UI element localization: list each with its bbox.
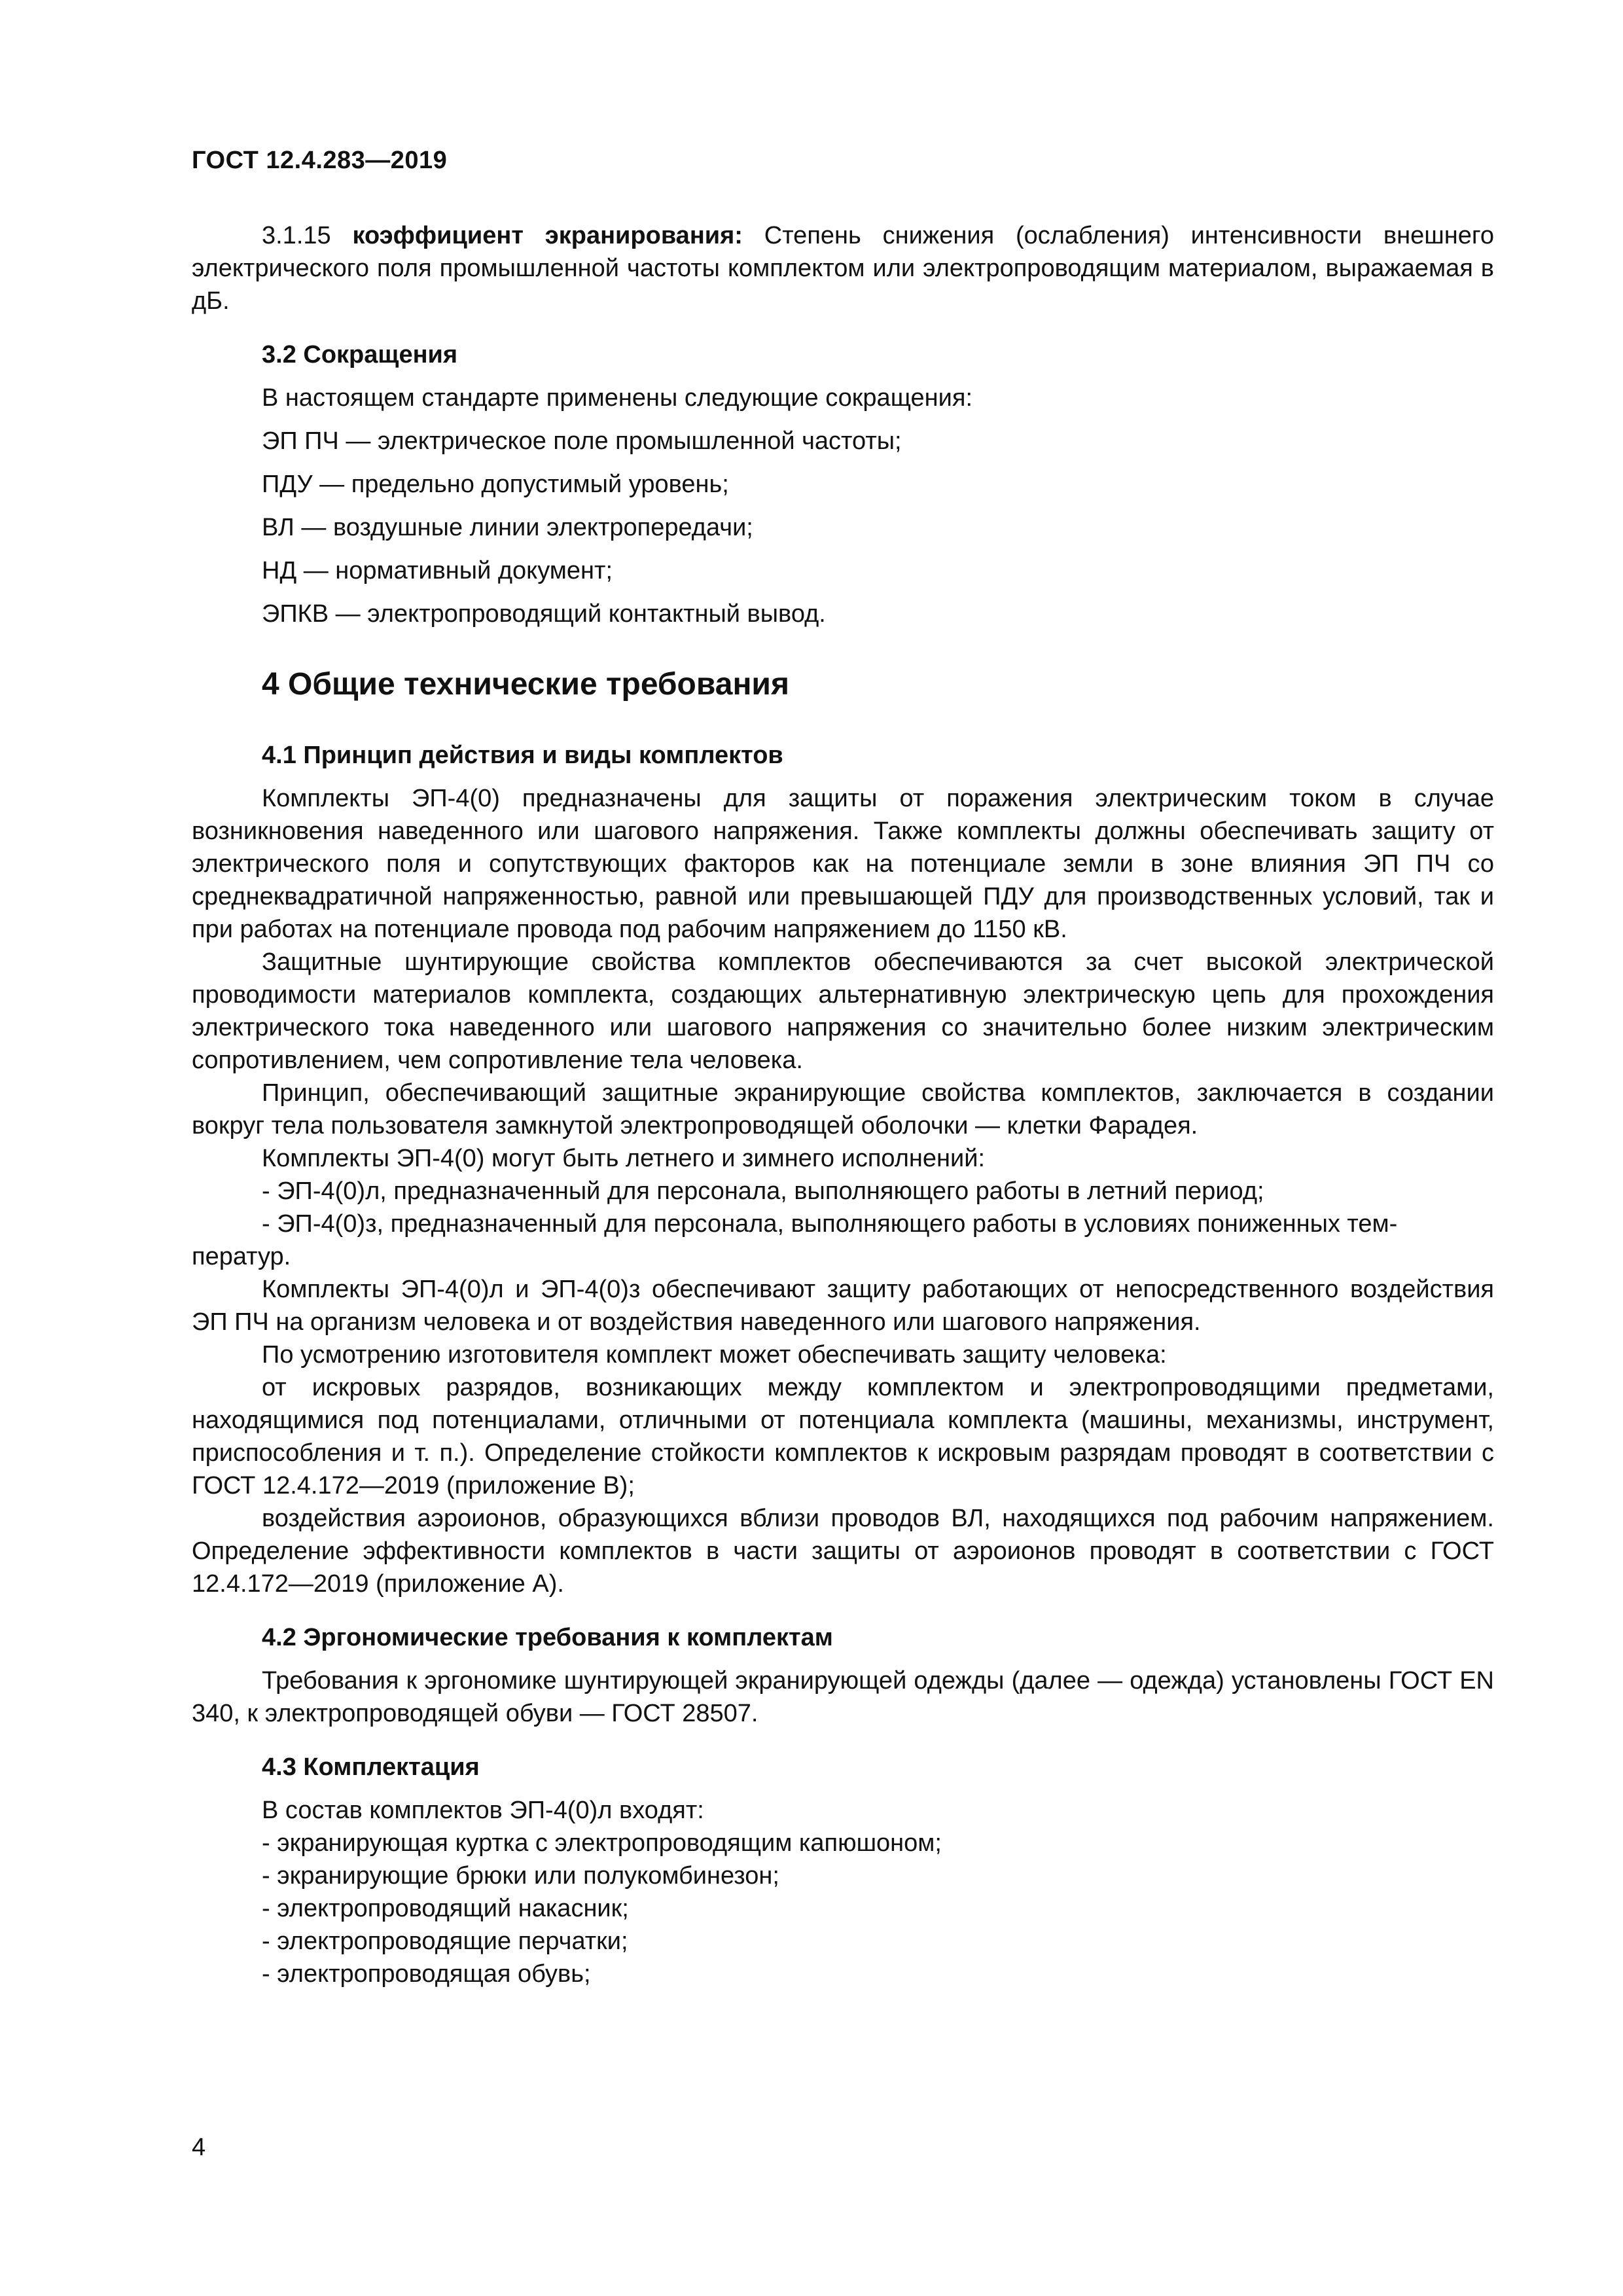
abbreviation-item: ПДУ — предельно допустимый уровень; bbox=[262, 471, 729, 498]
paragraph: Комплекты ЭП-4(0) предназначены для защиты от поражения электрическим током в случае возникновения наведенного или шагового напряжения. Также комплекты должны обеспечивать защиту от электрического поля и сопутствующих факторов как на потенциале земли в зоне влияния ЭП ПЧ со среднеквадратичной напряженностью, равной или превышающей ПДУ для производственных условий, так и при работах на потенциале провода под рабочим напряжением до 1150 кВ. bbox=[192, 785, 1494, 943]
document-body bbox=[192, 219, 1494, 1990]
abbreviation-item: НД — нормативный документ; bbox=[262, 557, 613, 584]
section-4-3-title: 4.3 Комплектация bbox=[262, 1753, 480, 1781]
paragraph: Комплекты ЭП-4(0)л и ЭП-4(0)з обеспечивают защиту работающих от непосредственного воздействия ЭП ПЧ на организм человека и от воздействия наведенного или шагового напряжения. bbox=[192, 1276, 1494, 1336]
list-item: - электропроводящая обувь; bbox=[262, 1960, 591, 1988]
section-3-2-title: 3.2 Сокращения bbox=[262, 341, 458, 368]
paragraph: Принцип, обеспечивающий защитные экранирующие свойства комплектов, заключается в создании вокруг тела пользователя замкнутой электропроводящей оболочки — клетки Фарадея. bbox=[192, 1079, 1494, 1139]
clause-number: 3.1.15 bbox=[262, 222, 353, 249]
list-item: - ЭП-4(0)л, предназначенный для персонала, выполняющего работы в летний период; bbox=[262, 1177, 1264, 1205]
section-4-2-title: 4.2 Эргономические требования к комплектам bbox=[262, 1624, 833, 1651]
document-header: ГОСТ 12.4.283—2019 bbox=[192, 147, 448, 174]
abbreviation-item: ЭПКВ — электропроводящий контактный вывод. bbox=[262, 600, 826, 628]
paragraph: Комплекты ЭП-4(0) могут быть летнего и зимнего исполнений: bbox=[262, 1145, 986, 1172]
abbreviations-intro: В настоящем стандарте применены следующие сокращения: bbox=[262, 384, 973, 412]
paragraph: Требования к эргономике шунтирующей экранирующей одежды (далее — одежда) установлены ГОСТ EN 340, к электропроводящей обуви — ГОСТ 28507. bbox=[192, 1667, 1494, 1727]
list-intro: В состав комплектов ЭП-4(0)л входят: bbox=[262, 1797, 704, 1824]
list-item: - электропроводящий накасник; bbox=[262, 1895, 629, 1922]
abbreviation-item: ЭП ПЧ — электрическое поле промышленной частоты; bbox=[262, 427, 902, 455]
paragraph: Защитные шунтирующие свойства комплектов обеспечиваются за счет высокой электрической проводимости материалов комплекта, создающих альтернативную электрическую цепь для прохождения электрического тока наведенного или шагового напряжения со значительно более низким электрическим сопротивлением, чем сопротивление тела человека. bbox=[192, 948, 1494, 1074]
term-definition: коэффициент экранирования: bbox=[352, 222, 743, 249]
list-item: - электропроводящие перчатки; bbox=[262, 1928, 628, 1955]
section-4-title: 4 Общие технические требования bbox=[262, 667, 789, 702]
abbreviation-item: ВЛ — воздушные линии электропередачи; bbox=[262, 514, 753, 541]
list-item-continuation: ператур. bbox=[192, 1243, 291, 1270]
list-item: - ЭП-4(0)з, предназначенный для персонала, выполняющего работы в условиях пониженных тем- bbox=[262, 1210, 1398, 1238]
section-4-1-title: 4.1 Принцип действия и виды комплектов bbox=[262, 742, 783, 769]
paragraph: воздействия аэроионов, образующихся вблизи проводов ВЛ, находящихся под рабочим напряжением. Определение эффективности комплектов в части защиты от аэроионов проводят в соответствии с ГОСТ 12.4.172—2019 (приложение А). bbox=[192, 1505, 1494, 1598]
term-text: Степень снижения (ослабления) интенсивности внешнего электрического поля промышленной частоты комплектом или электропроводящим материалом, выражаемая в дБ. bbox=[192, 222, 1494, 315]
list-item: - экранирующая куртка с электропроводящим капюшоном; bbox=[262, 1829, 942, 1857]
list-item: - экранирующие брюки или полукомбинезон; bbox=[262, 1862, 779, 1890]
paragraph: от искровых разрядов, возникающих между комплектом и электропроводящими предметами, находящимися под потенциалами, отличными от потенциала комплекта (машины, механизмы, инструмент, приспособления и т. п.). Определение стойкости комплектов к искровым разрядам проводят в соответствии с ГОСТ 12.4.172—2019 (приложение В); bbox=[192, 1374, 1494, 1499]
paragraph: По усмотрению изготовителя комплект может обеспечивать защиту человека: bbox=[262, 1341, 1167, 1369]
page-number: 4 bbox=[192, 2134, 206, 2161]
paragraph-3-1-15 bbox=[192, 219, 1494, 317]
